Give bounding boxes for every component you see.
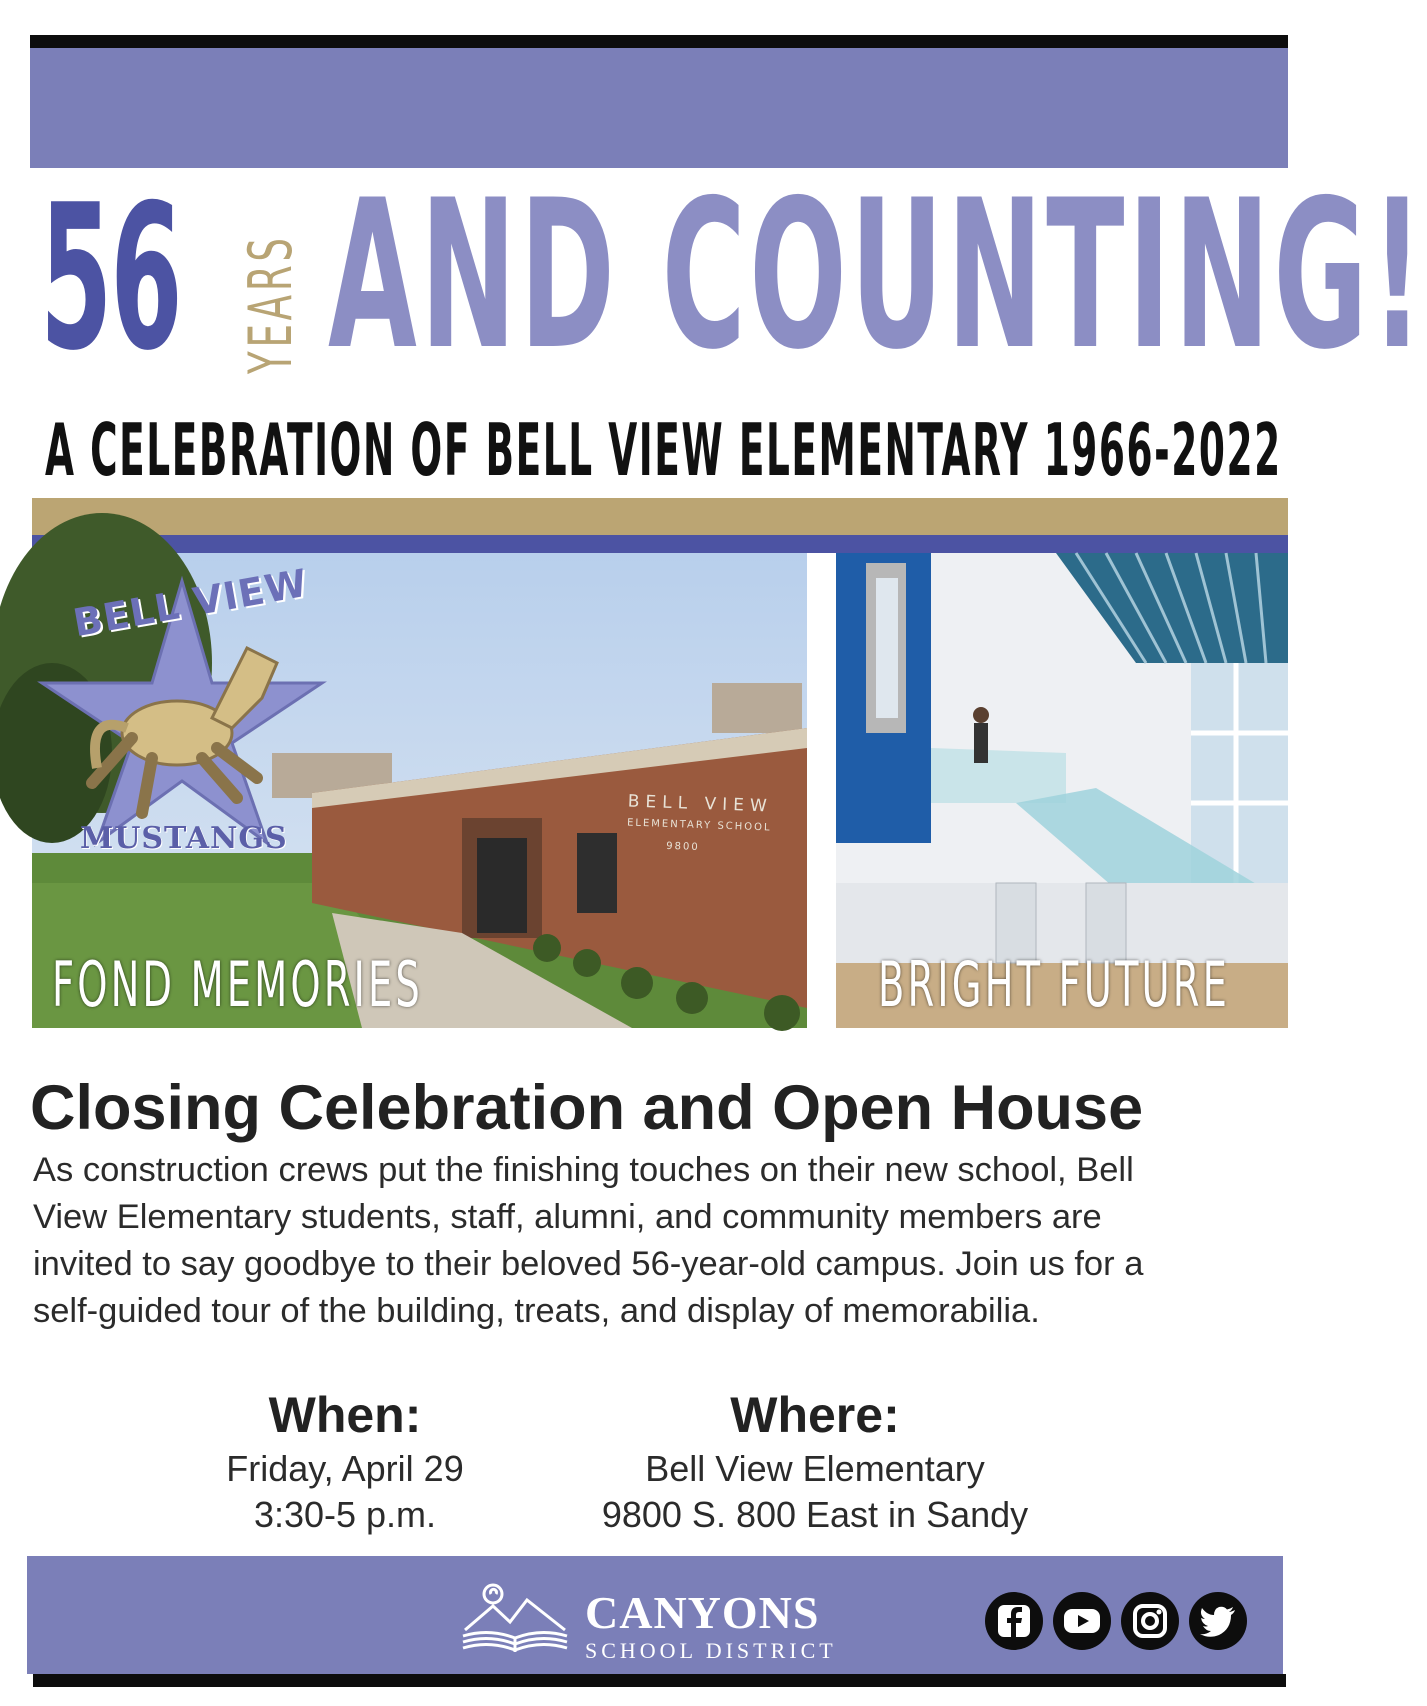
photo-bright-future xyxy=(836,553,1288,1028)
when-time: 3:30-5 p.m. xyxy=(253,1494,437,1535)
district-subtitle: SCHOOL DISTRICT xyxy=(585,1638,837,1663)
building-sign: BELL VIEW ELEMENTARY SCHOOL 9800 xyxy=(626,791,774,854)
event-heading: Closing Celebration and Open House xyxy=(30,1073,1144,1143)
purple-divider xyxy=(32,535,1288,553)
bellview-logo-text: BELL VIEW xyxy=(69,560,312,646)
photo-fond-memories xyxy=(32,553,807,1028)
description-line: As construction crews put the finishing touches on their new school, Bell xyxy=(33,1151,1134,1189)
twitter-icon[interactable] xyxy=(1189,1592,1247,1650)
facebook-icon[interactable] xyxy=(985,1592,1043,1650)
where-block xyxy=(575,1384,1055,1538)
canyons-logo-icon xyxy=(455,1578,575,1656)
youtube-icon[interactable] xyxy=(1053,1592,1111,1650)
description-line: View Elementary students, staff, alumni, and community members are xyxy=(33,1198,1102,1236)
when-block xyxy=(195,1384,495,1538)
where-address: 9800 S. 800 East in Sandy xyxy=(601,1494,1029,1535)
where-title: Where: xyxy=(730,1387,900,1443)
bright-future-label: BRIGHT FUTURE xyxy=(878,948,1230,1021)
headline-subtitle: A CELEBRATION OF BELL VIEW ELEMENTARY 1966-2022 xyxy=(45,408,1282,492)
headline-number: 56 xyxy=(40,162,181,395)
instagram-icon[interactable] xyxy=(1121,1592,1179,1650)
top-black-bar xyxy=(30,35,1288,48)
headline-years: YEARS xyxy=(236,234,306,374)
when-title: When: xyxy=(268,1387,422,1443)
top-purple-banner xyxy=(30,48,1288,168)
where-place: Bell View Elementary xyxy=(645,1448,985,1489)
headline-counting: AND COUNTING! xyxy=(328,157,1427,395)
event-description xyxy=(33,1147,1288,1335)
fond-memories-label: FOND MEMORIES xyxy=(52,948,423,1021)
footer-black-bar xyxy=(33,1674,1286,1687)
district-name: CANYONS xyxy=(585,1587,820,1638)
description-line: self-guided tour of the building, treats, and display of memorabilia. xyxy=(33,1292,1040,1330)
description-line: invited to say goodbye to their beloved 56-year-old campus. Join us for a xyxy=(33,1245,1144,1283)
gold-divider xyxy=(32,498,1288,535)
mustangs-logo-text: MUSTANGS xyxy=(80,821,288,856)
when-date: Friday, April 29 xyxy=(226,1448,464,1489)
